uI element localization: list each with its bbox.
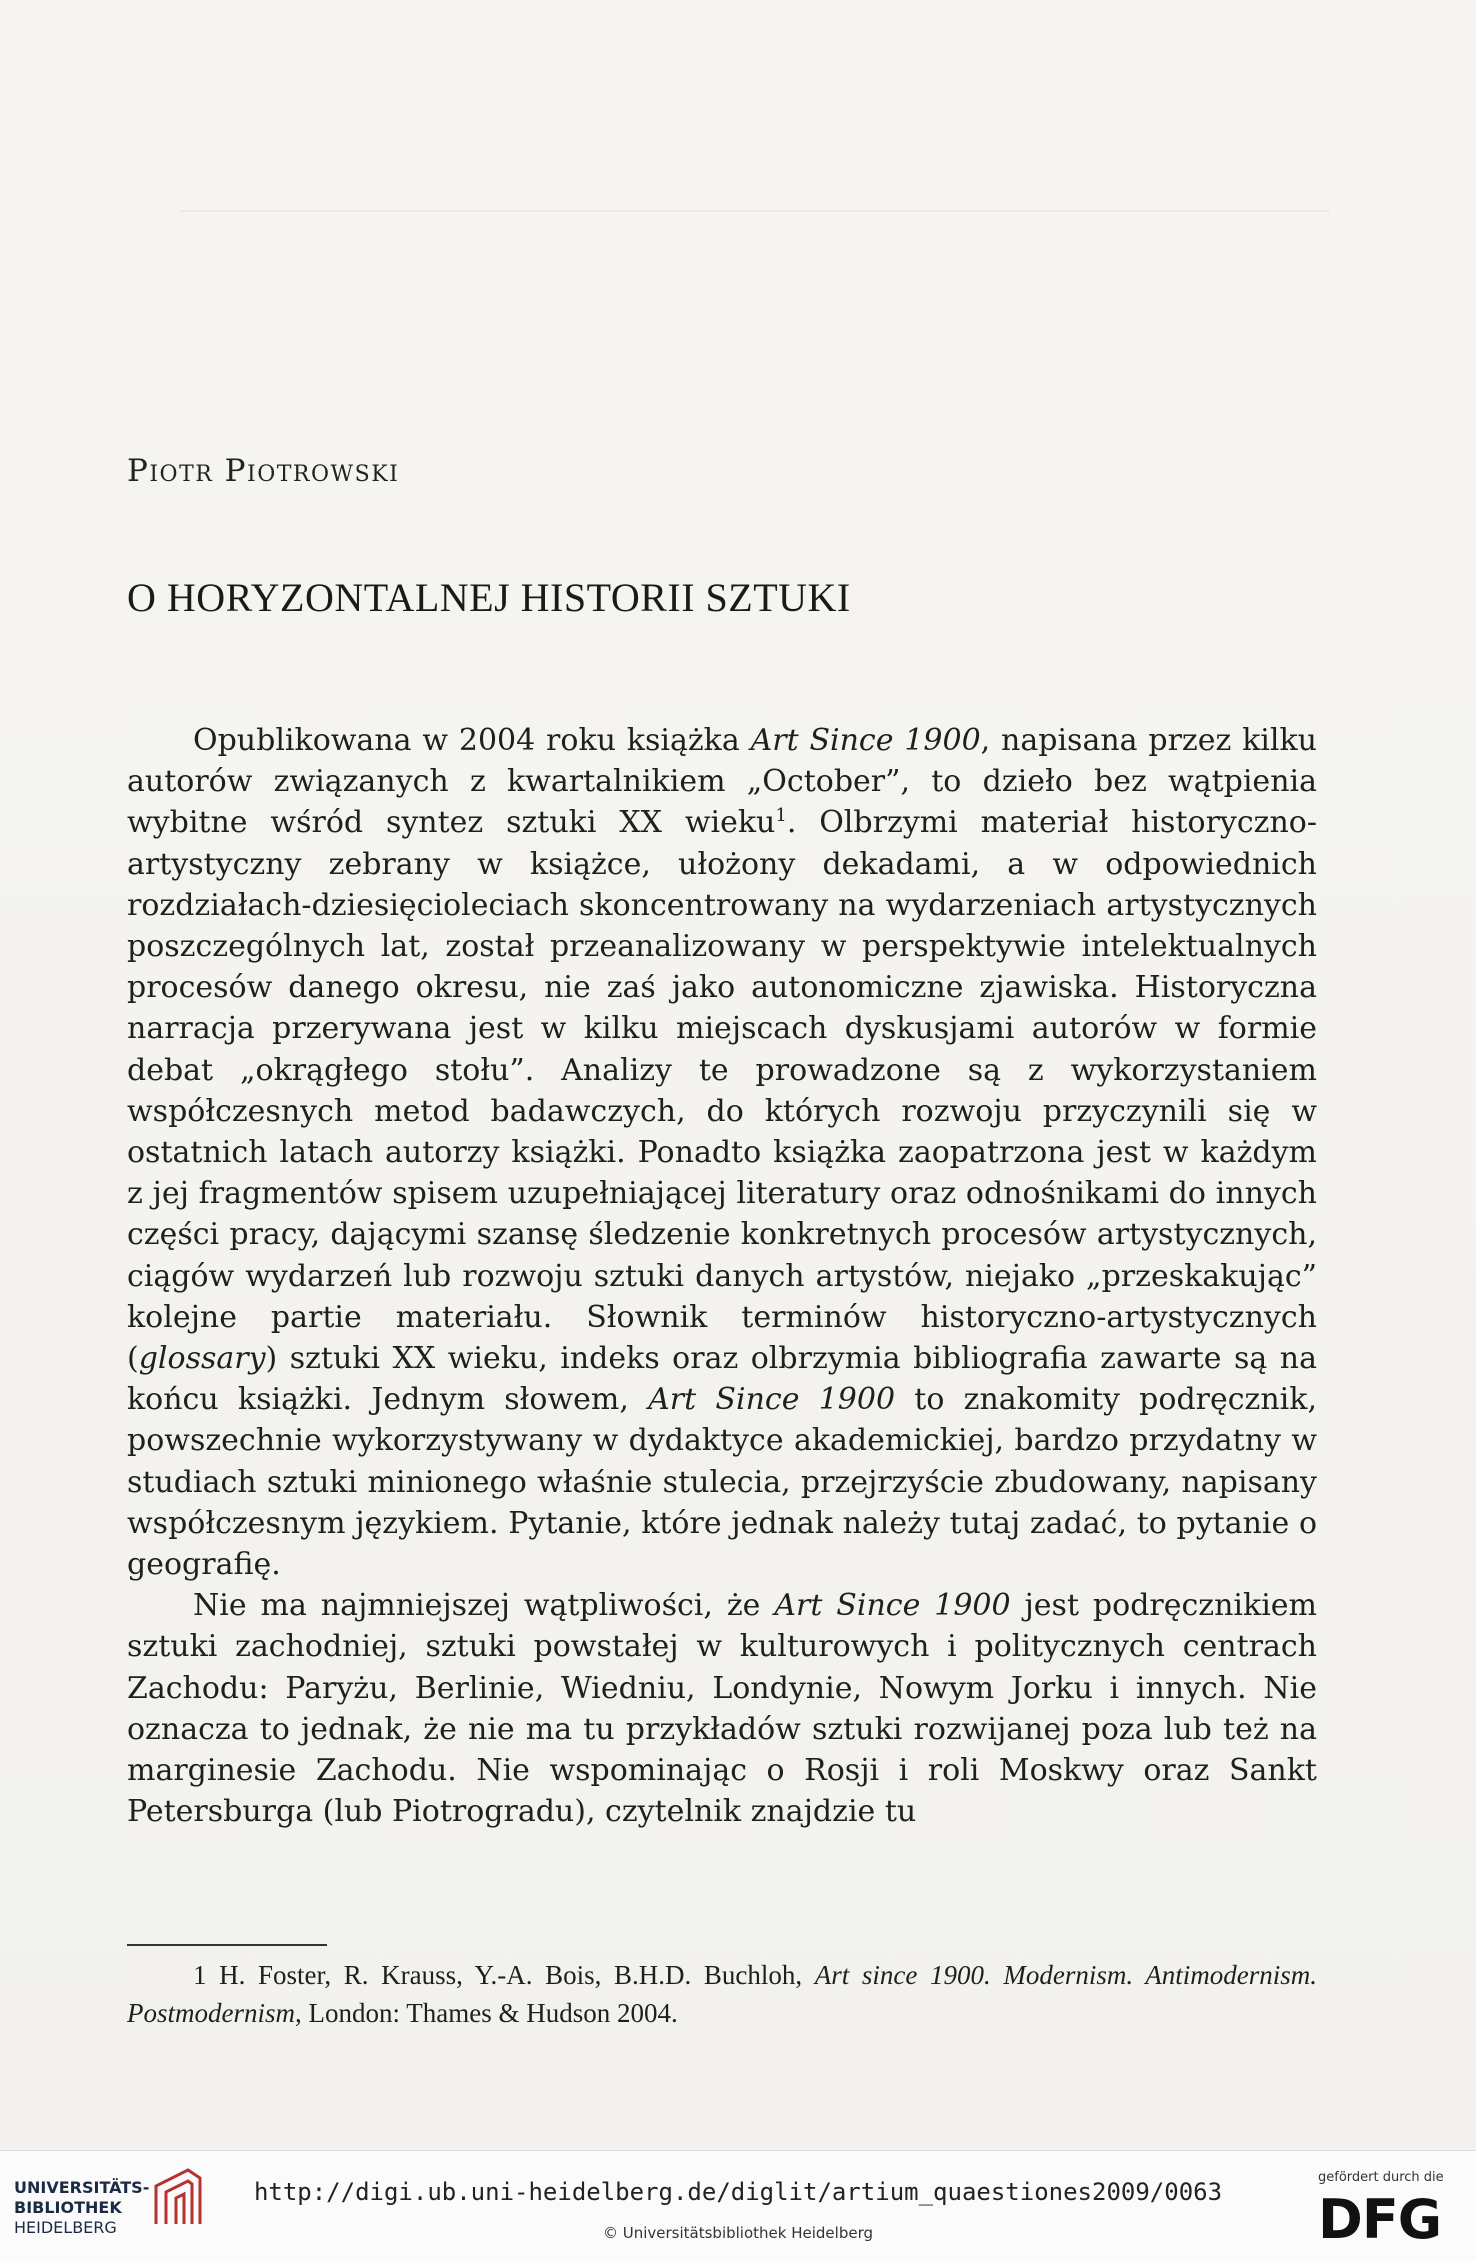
paragraph1-segment: , napisana przez kilku autorów związanych z kwartalnikiem „October”, to dzieło bez wątpienia wybitne wśród syntez sztuki XX wieku (127, 723, 1317, 841)
paragraph1-segment: Art Since 1900 (648, 1382, 896, 1418)
library-name-line1: UNIVERSITÄTS- (14, 2178, 150, 2197)
paragraph2-segment: Art Since 1900 (774, 1588, 1011, 1624)
paragraph-1 (127, 720, 1317, 1585)
copyright-notice: © Universitätsbibliothek Heidelberg (602, 2224, 873, 2242)
library-name-line2: BIBLIOTHEK (14, 2198, 122, 2217)
footnote-segment: 1 (193, 1960, 207, 1990)
source-url-link[interactable]: http://digi.ub.uni-heidelberg.de/diglit/artium_quaestiones2009/0063 (253, 2178, 1223, 2206)
paragraph1-segment: glossary (138, 1341, 266, 1377)
paragraph2-segment: jest podręcznikiem sztuki zachodniej, sztuki powstałej w kulturowych i politycznych centrach Zachodu: Paryżu, Berlinie, Wiedniu, Londynie, Nowym Jorku i innych. Nie oznacza to jednak, że nie ma tu przykładów sztuki rozwijanej poza lub też na marginesie Zachodu. Nie wspominając o Rosji i roli Moskwy oraz Sankt Petersburga (lub Piotrogradu), czytelnik znajdzie tu (127, 1588, 1317, 1830)
library-name-line3: HEIDELBERG (14, 2218, 117, 2237)
footnote-segment: H. Foster, R. Krauss, Y.-A. Bois, B.H.D. Buchloh, (206, 1960, 815, 1990)
footnote-segment: , London: Thames & Hudson 2004. (295, 1998, 678, 2028)
footnote-1 (127, 1956, 1317, 2032)
bleed-through-header (180, 150, 1330, 212)
paragraph2-segment: Nie ma najmniejszej wątpliwości, że (193, 1588, 775, 1624)
funding-label: gefördert durch die (1318, 2170, 1444, 2185)
paragraph1-segment: Art Since 1900 (750, 723, 981, 758)
footnote-segment: Art since 1900. Modernism. Antimodernism. Postmodernism (127, 1960, 1317, 2028)
paragraph1-segment: 1 (775, 805, 787, 827)
paragraph1-segment: ) sztuki XX wieku, indeks oraz olbrzymia bibliografia zawarte są na końcu książki. Jednym słowem, (127, 1341, 1317, 1418)
article-body (127, 720, 1317, 1832)
dfg-logo: DFG (1318, 2188, 1442, 2251)
paragraph1-segment: Opublikowana w 2004 roku książka (193, 723, 751, 758)
footnote-divider (127, 1944, 327, 1946)
paragraph-2 (127, 1585, 1317, 1832)
article-title: O HORYZONTALNEJ HISTORII SZTUKI (127, 575, 851, 620)
author-name: Piotr Piotrowski (127, 453, 400, 489)
paragraph1-segment: . Olbrzymi materiał historyczno-artystyczny zebrany w książce, ułożony dekadami, a w odpowiednich rozdziałach-dziesięcioleciach skoncentrowany na wydarzeniach artystycznych poszczególnych lat, został przeanalizowany w perspektywie intelektualnych procesów danego okresu, nie zaś jako autonomiczne zjawiska. Historyczna narracja przerywana jest w kilku miejscach dyskusjami autorów w formie debat „okrągłego stołu”. Analizy te prowadzone są z wykorzystaniem współczesnych metod badawczych, do których rozwoju przyczynili się w ostatnich latach autorzy książki. Ponadto książka zaopatrzona jest w każdym z jej fragmentów spisem uzupełniającej literatury oraz odnośnikami do innych części pracy, dającymi szansę śledzenie konkretnych procesów artystycznych, ciągów wydarzeń lub rozwoju sztuki danych artystów, niejako „przeskakując” kolejne partie materiału. Słownik terminów historyczno-artystycznych ( (127, 805, 1317, 1377)
paragraph1-segment: to znakomity podręcznik, powszechnie wykorzystywany w dydaktyce akademickiej, bardzo przydatny w studiach sztuki minionego właśnie stulecia, przejrzyście zbudowany, napisany współczesnym językiem. Pytanie, które jednak należy tutaj zadać, to pytanie o geografię. (127, 1382, 1317, 1583)
